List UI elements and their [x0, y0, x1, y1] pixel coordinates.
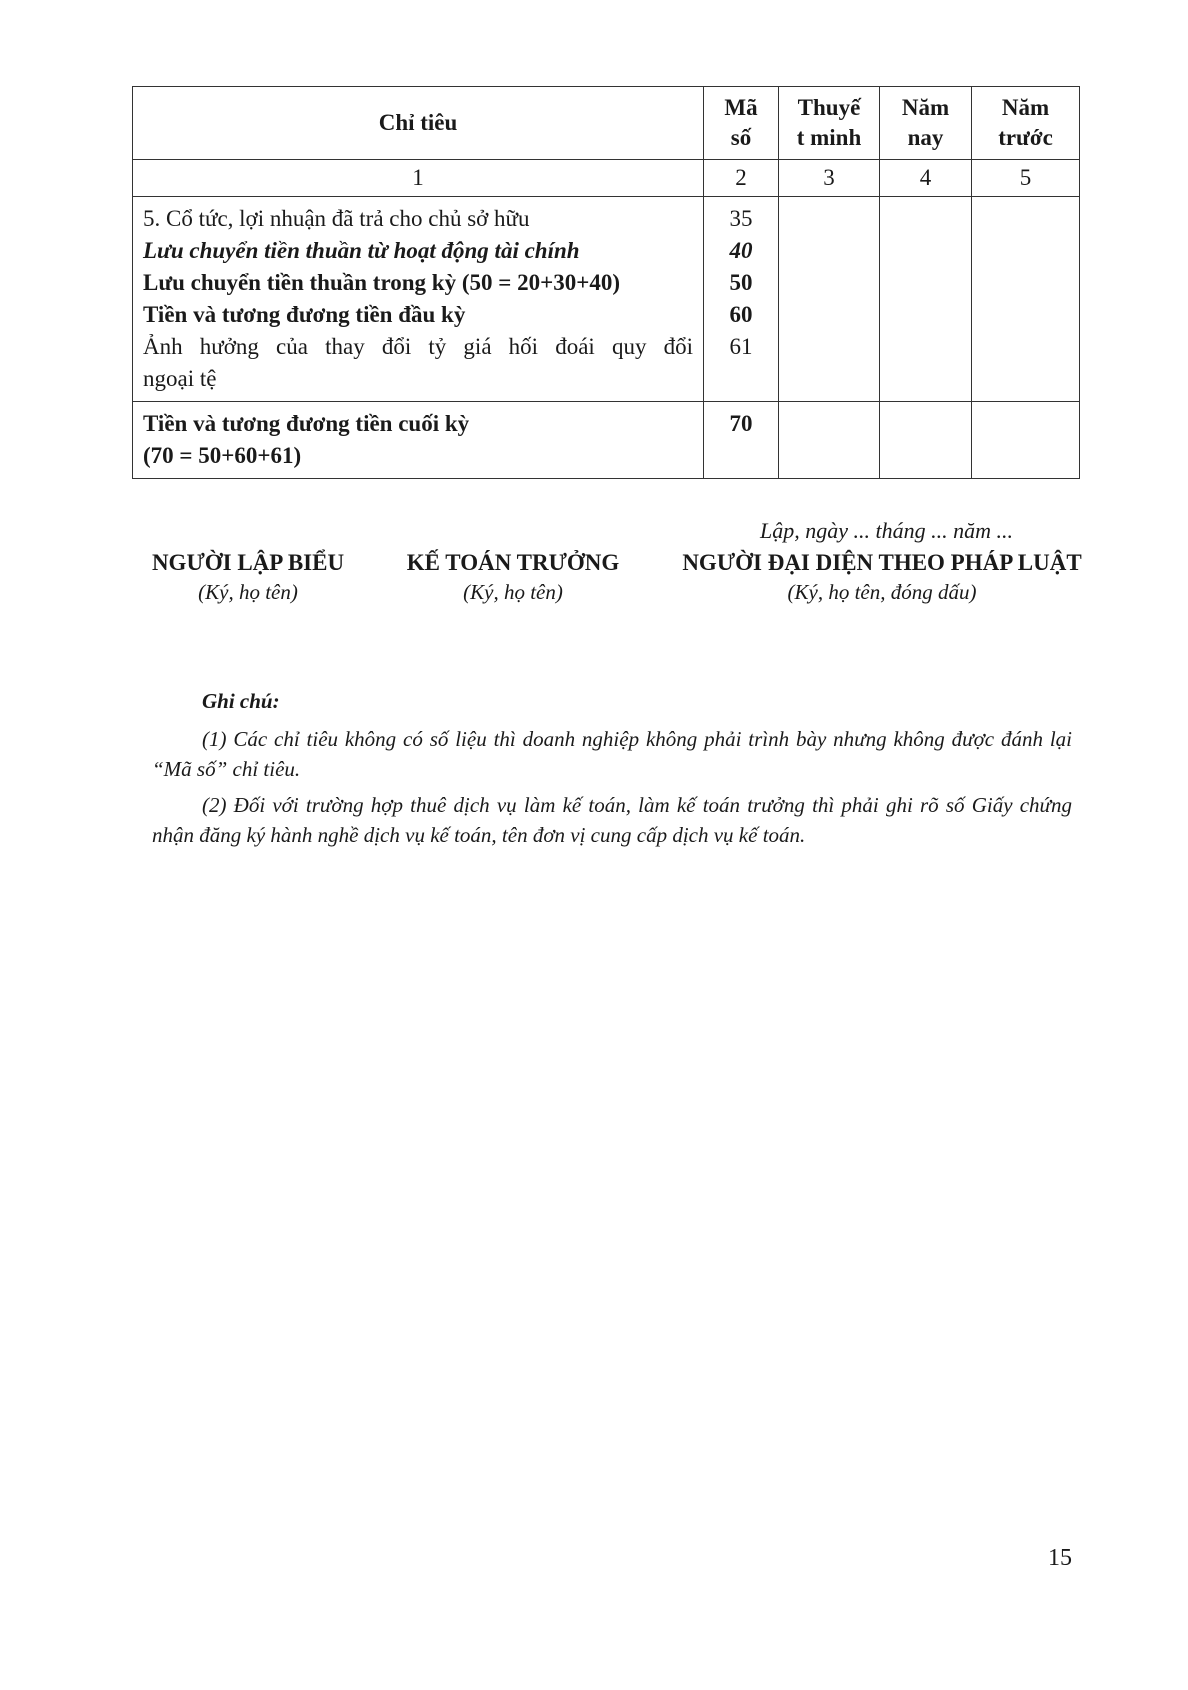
row-nam-nay-cell — [880, 197, 972, 402]
header-line: Năm — [1001, 95, 1050, 120]
row-label: Lưu chuyển tiền thuần từ hoạt động tài chính — [143, 238, 580, 263]
row-codes-cell — [704, 402, 779, 479]
header-line: t minh — [796, 125, 862, 150]
row-code: 60 — [729, 302, 753, 327]
signature-role: NGƯỜI ĐẠI DIỆN THEO PHÁP LUẬT — [682, 550, 1082, 575]
row-code: 61 — [729, 334, 753, 359]
table-header-row — [133, 87, 1080, 160]
signature-block-chief-accountant — [388, 548, 638, 606]
header-nam-truoc — [972, 87, 1080, 160]
row-code: 70 — [729, 411, 753, 436]
notes-heading: Ghi chú: — [202, 689, 280, 713]
table-row — [133, 402, 1080, 479]
row-code: 40 — [729, 238, 753, 263]
row-codes-cell — [704, 197, 779, 402]
signature-hint: (Ký, họ tên, đóng dấu) — [787, 580, 977, 604]
page-number: 15 — [1048, 1545, 1072, 1571]
row-nam-truoc-cell — [972, 197, 1080, 402]
header-line: Năm — [901, 95, 950, 120]
cash-flow-table — [132, 86, 1080, 479]
row-nam-nay-cell — [880, 402, 972, 479]
row-label: Tiền và tương đương tiền đầu kỳ — [143, 302, 466, 327]
signature-role: KẾ TOÁN TRƯỞNG — [406, 550, 620, 575]
signature-role: NGƯỜI LẬP BIỂU — [151, 550, 345, 575]
signature-hint: (Ký, họ tên) — [463, 580, 563, 604]
table-row — [133, 197, 1080, 402]
header-thuyet-minh — [779, 87, 880, 160]
row-spacer — [704, 363, 778, 395]
note-item: (2) Đối với trường hợp thuê dịch vụ làm kế toán, làm kế toán trưởng thì phải ghi rõ số Giấy chứng nhận đăng ký hành nghề dịch vụ kế toán, tên đơn vị cung cấp dịch vụ kế toán. — [152, 793, 1072, 847]
row-label: ngoại tệ — [143, 366, 217, 391]
header-line: Mã — [724, 95, 758, 120]
row-code: 50 — [729, 270, 753, 295]
column-index: 2 — [704, 160, 779, 197]
row-label: Lưu chuyển tiền thuần trong kỳ (50 = 20+30+40) — [143, 270, 620, 295]
row-labels-cell — [133, 402, 704, 479]
note-item: (1) Các chỉ tiêu không có số liệu thì doanh nghiệp không phải trình bày nhưng không được đánh lại “Mã số” chỉ tiêu. — [152, 727, 1072, 781]
header-line: nay — [907, 125, 944, 150]
row-code: 35 — [729, 206, 753, 231]
row-label: Tiền và tương đương tiền cuối kỳ — [143, 411, 470, 436]
column-index: 3 — [779, 160, 880, 197]
row-label: 5. Cổ tức, lợi nhuận đã trả cho chủ sở hữu — [143, 206, 530, 231]
row-thuyet-minh-cell — [779, 402, 880, 479]
header-line: trước — [998, 125, 1053, 150]
column-index: 5 — [972, 160, 1080, 197]
column-index: 1 — [133, 160, 704, 197]
row-labels-cell — [133, 197, 704, 402]
column-index-row — [133, 160, 1080, 197]
header-line: Chỉ tiêu — [378, 110, 458, 135]
signature-block-preparer — [118, 548, 378, 606]
row-label: Ảnh hưởng của thay đổi tỷ giá hối đoái quy đổi — [143, 334, 693, 359]
header-line: số — [730, 125, 752, 150]
notes-section — [152, 686, 1072, 856]
row-label: (70 = 50+60+61) — [143, 443, 302, 468]
header-line: Thuyế — [797, 95, 861, 120]
signature-block-legal-representative — [672, 548, 1092, 606]
column-index: 4 — [880, 160, 972, 197]
header-nam-nay — [880, 87, 972, 160]
row-nam-truoc-cell — [972, 402, 1080, 479]
signature-hint: (Ký, họ tên) — [198, 580, 298, 604]
row-thuyet-minh-cell — [779, 197, 880, 402]
date-line: Lập, ngày ... tháng ... năm ... — [760, 518, 1013, 543]
header-chi-tieu — [133, 87, 704, 160]
header-ma-so — [704, 87, 779, 160]
